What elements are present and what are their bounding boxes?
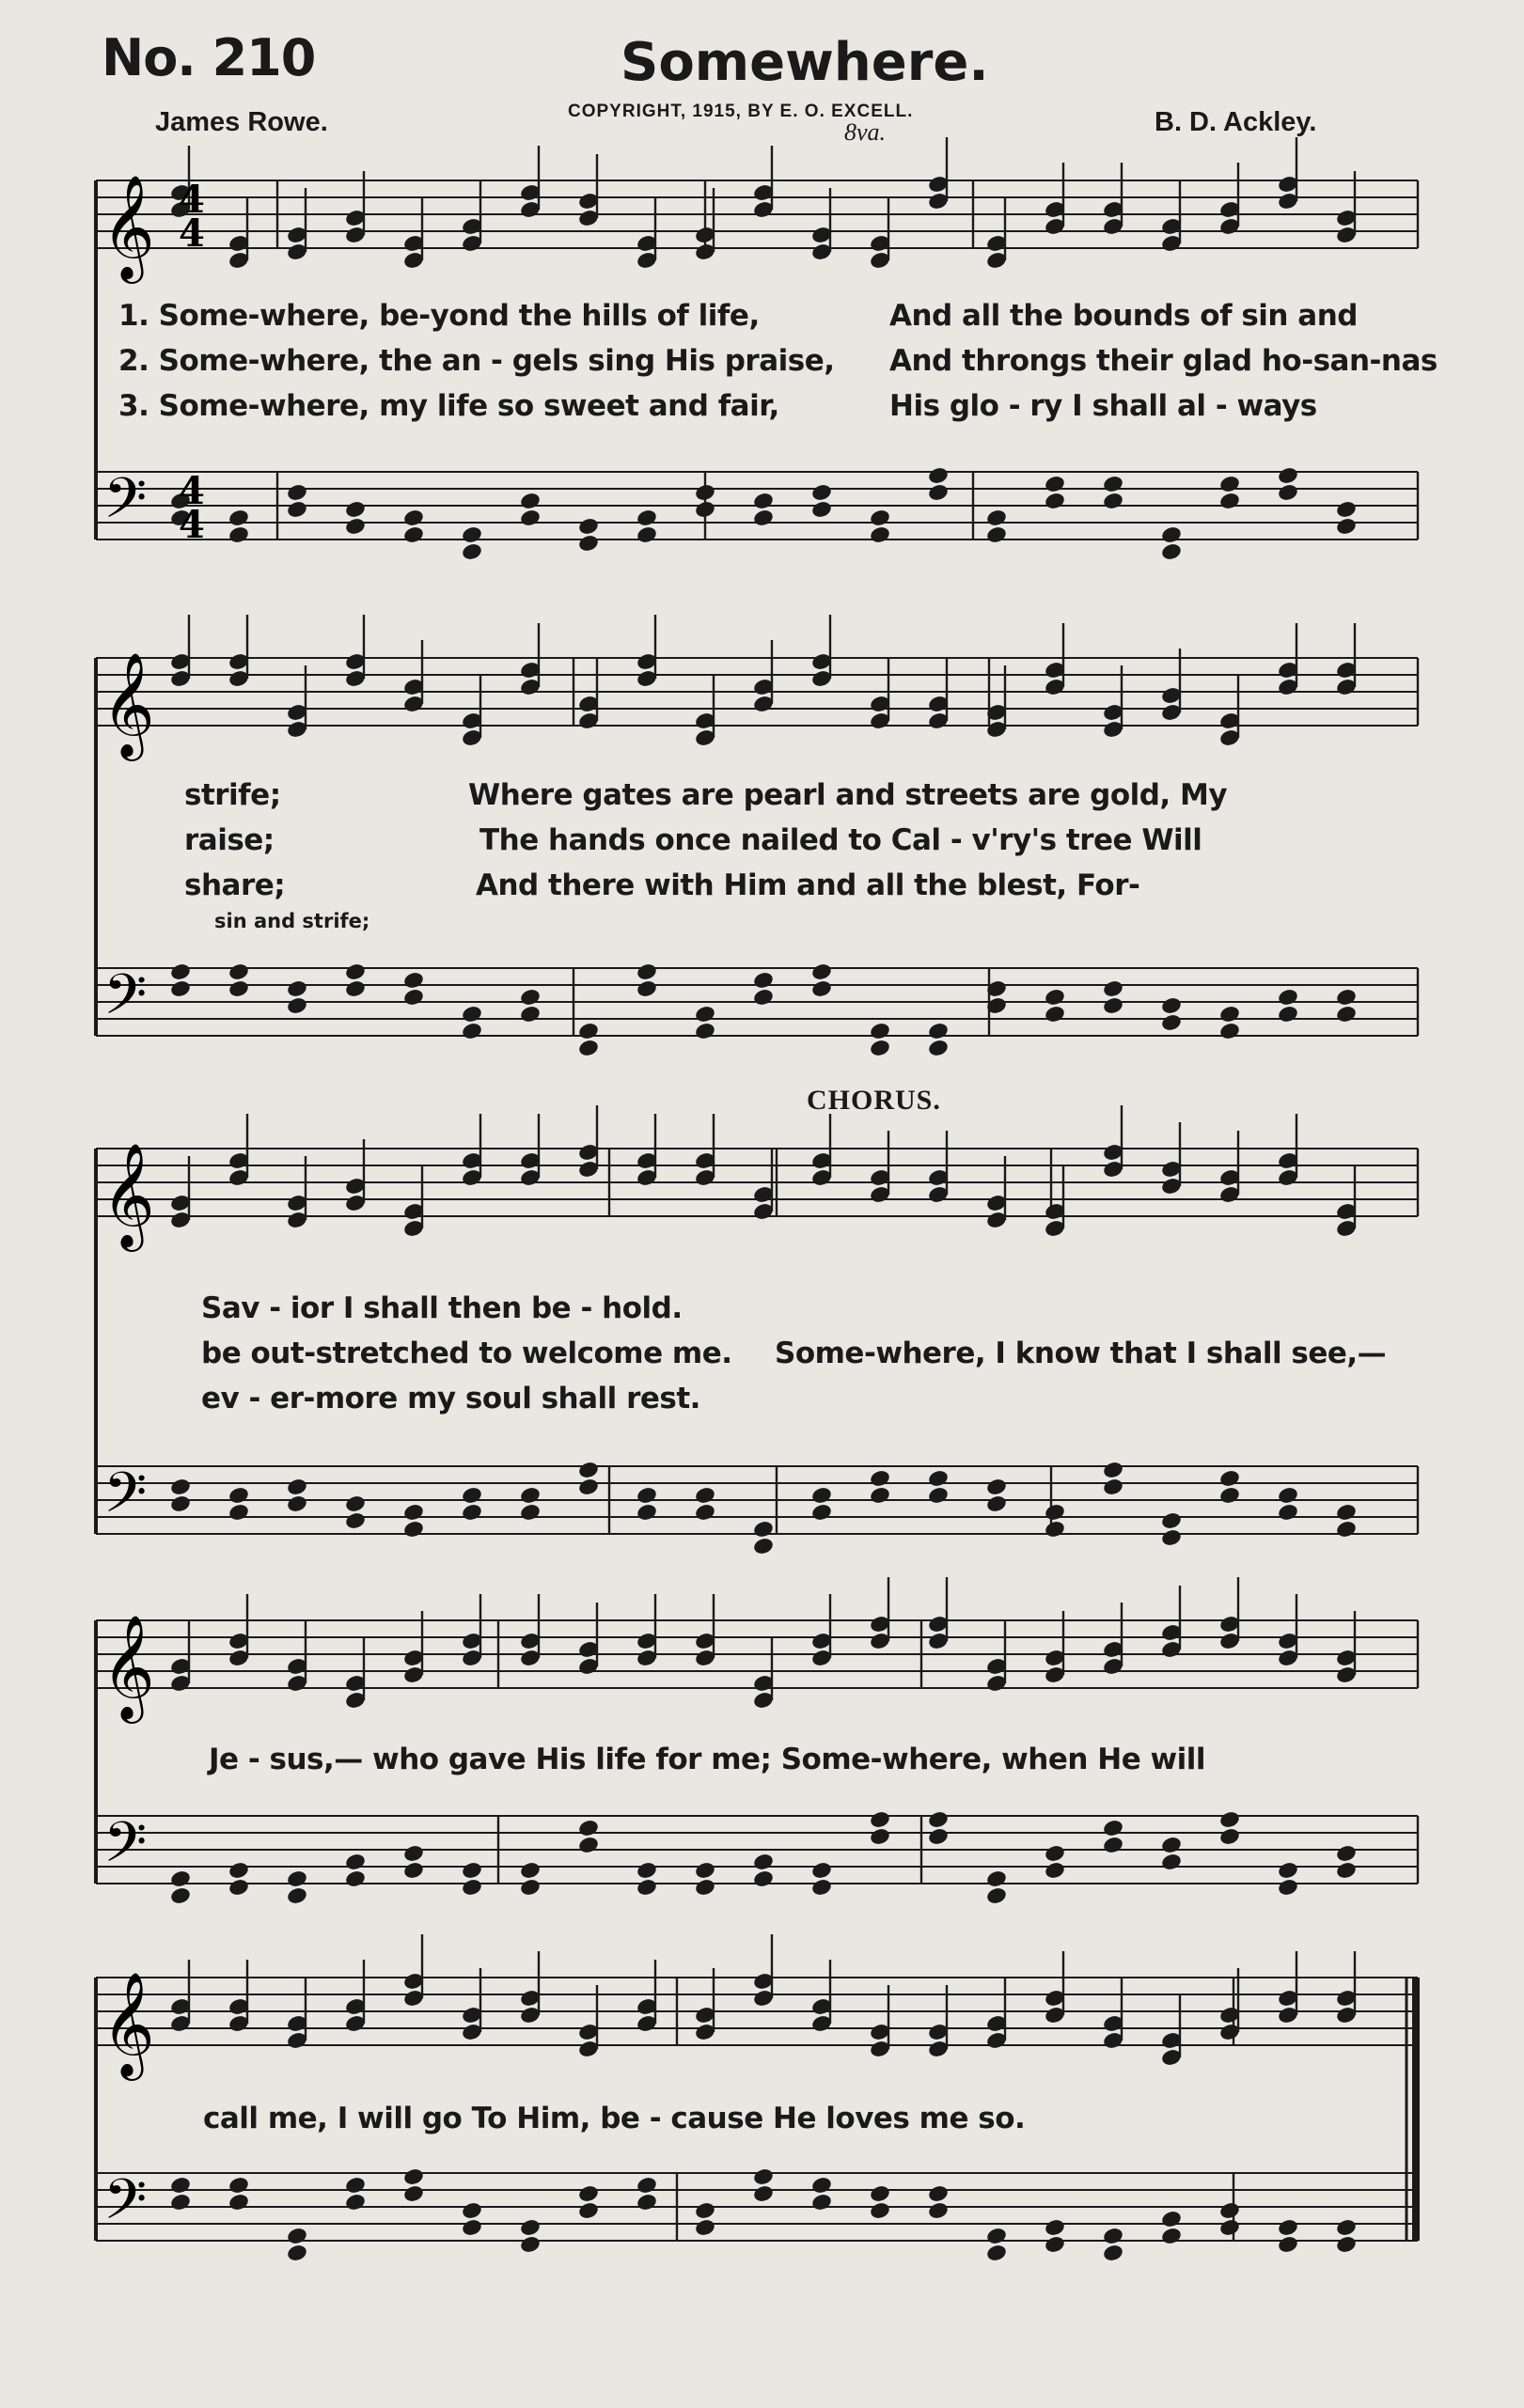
notehead <box>402 2184 425 2204</box>
notehead <box>810 979 833 999</box>
notehead <box>752 508 775 528</box>
verse1-line2a: strife; <box>184 778 281 812</box>
notehead <box>1335 1503 1358 1523</box>
notehead <box>461 1503 483 1523</box>
notehead <box>286 1886 308 1906</box>
notehead <box>1102 1819 1124 1838</box>
notehead <box>752 988 775 1008</box>
notehead <box>519 1878 542 1898</box>
notehead <box>1218 1469 1241 1489</box>
notehead <box>869 1469 891 1489</box>
notehead <box>1160 996 1183 1016</box>
verse1-line3: Sav - ior I shall then be - hold. <box>201 1291 683 1325</box>
notehead <box>286 1494 308 1514</box>
verse3-line2b: And there with Him and all the blest, For- <box>476 868 1140 902</box>
notehead <box>1160 525 1183 545</box>
notehead <box>1044 1503 1066 1523</box>
notehead <box>1277 466 1299 486</box>
verse2-line1a: 2. Some-where, the an - gels sing His praise, <box>118 344 835 378</box>
notehead <box>228 2193 250 2213</box>
notehead <box>402 525 425 545</box>
composer-credit: B. D. Ackley. <box>1155 107 1317 137</box>
copyright-notice: COPYRIGHT, 1915, BY E. O. EXCELL. <box>568 102 914 121</box>
bass-echo-words: sin and strife; <box>214 910 370 932</box>
notehead <box>402 1844 425 1864</box>
verse3-line1b: His glo - ry I shall al - ways <box>889 389 1317 423</box>
treble-clef-icon: 𝄞 <box>102 1971 155 2076</box>
notehead <box>1277 1503 1299 1523</box>
verse3-line2a: share; <box>184 868 286 902</box>
notehead <box>344 1853 367 1872</box>
notehead <box>461 2201 483 2221</box>
notehead <box>752 1520 775 1540</box>
hymn-title: Somewhere. <box>621 32 989 93</box>
bass-clef-icon: 𝄢 <box>103 465 148 544</box>
verse2-line1b: And throngs their glad ho-san-nas <box>889 344 1438 378</box>
hymn-number: No. 210 <box>102 28 316 87</box>
notehead <box>169 1869 192 1889</box>
notehead <box>636 1486 658 1506</box>
verse1-line1a: 1. Some-where, be-yond the hills of life, <box>118 299 760 333</box>
notehead <box>228 1861 250 1881</box>
notehead <box>636 1503 658 1523</box>
notehead <box>577 1039 600 1058</box>
notehead <box>1160 1528 1183 1548</box>
notehead <box>985 1886 1008 1906</box>
notehead <box>1335 1005 1358 1024</box>
notehead <box>752 1869 775 1889</box>
notehead <box>1218 492 1241 511</box>
notehead <box>694 1503 716 1523</box>
notehead <box>1160 1013 1183 1033</box>
notehead <box>1044 2218 1066 2238</box>
time-signature-digit: 4 <box>179 503 205 547</box>
time-signature-digit: 4 <box>179 469 205 513</box>
notehead <box>169 1886 192 1906</box>
notehead <box>1277 1861 1299 1881</box>
verse1-line1b: And all the bounds of sin and <box>889 299 1358 333</box>
notehead <box>344 2193 367 2213</box>
notehead <box>752 1537 775 1556</box>
notehead <box>461 2218 483 2238</box>
notehead <box>344 500 367 520</box>
notehead <box>1277 483 1299 503</box>
notehead <box>1218 1005 1241 1024</box>
notehead <box>461 1022 483 1041</box>
notehead <box>927 1022 950 1041</box>
notehead <box>636 979 658 999</box>
notehead <box>577 1022 600 1041</box>
notehead <box>927 1827 950 1847</box>
notehead <box>519 1503 542 1523</box>
notehead <box>1335 2218 1358 2238</box>
bass-clef-icon: 𝄢 <box>103 2166 148 2245</box>
notehead <box>169 962 192 982</box>
notehead <box>286 2227 308 2246</box>
notehead <box>694 1861 716 1881</box>
time-signature-digit: 4 <box>179 178 205 222</box>
treble-clef-icon: 𝄞 <box>102 174 155 279</box>
treble-clef-icon: 𝄞 <box>102 1142 155 1247</box>
notehead <box>519 1861 542 1881</box>
notehead <box>1277 2235 1299 2255</box>
notehead <box>1218 1022 1241 1041</box>
notehead <box>228 1486 250 1506</box>
bass-clef-icon: 𝄢 <box>103 1809 148 1888</box>
notehead <box>519 2218 542 2238</box>
notehead <box>1044 1844 1066 1864</box>
notehead <box>402 508 425 528</box>
notehead <box>1218 1486 1241 1506</box>
verse1-line2b: Where gates are pearl and streets are gold, My <box>468 778 1228 812</box>
notehead <box>869 2201 891 2221</box>
notehead <box>869 1039 891 1058</box>
notehead <box>1044 492 1066 511</box>
treble-clef-icon: 𝄞 <box>102 1614 155 1719</box>
notehead <box>286 1869 308 1889</box>
notehead <box>869 2184 891 2204</box>
notehead <box>927 2201 950 2221</box>
notehead <box>1160 542 1183 562</box>
notehead <box>344 1494 367 1514</box>
notehead <box>228 962 250 982</box>
notehead <box>927 1039 950 1058</box>
notehead <box>1277 988 1299 1008</box>
notehead <box>1335 517 1358 537</box>
notehead <box>519 508 542 528</box>
notehead <box>286 483 308 503</box>
notehead <box>461 542 483 562</box>
notehead <box>636 2193 658 2213</box>
notehead <box>694 1022 716 1041</box>
notehead <box>636 1861 658 1881</box>
notehead <box>169 2193 192 2213</box>
notehead <box>869 1486 891 1506</box>
notehead <box>1044 475 1066 494</box>
notehead <box>869 1022 891 1041</box>
notehead <box>169 1478 192 1497</box>
verse3-line3: ev - er-more my soul shall rest. <box>201 1382 700 1415</box>
notehead <box>461 1005 483 1024</box>
notehead <box>461 1878 483 1898</box>
notehead <box>636 962 658 982</box>
notehead <box>461 1861 483 1881</box>
notehead <box>810 2193 833 2213</box>
notehead <box>694 1486 716 1506</box>
notehead <box>869 1810 891 1830</box>
notehead <box>1102 1478 1124 1497</box>
notehead <box>810 1861 833 1881</box>
notehead <box>1102 996 1124 1016</box>
notehead <box>810 1878 833 1898</box>
notehead <box>577 1819 600 1838</box>
notehead <box>169 979 192 999</box>
chorus-line1: Some-where, I know that I shall see,— <box>775 1337 1387 1370</box>
notehead <box>985 1478 1008 1497</box>
notehead <box>169 2176 192 2196</box>
notehead <box>519 1005 542 1024</box>
notehead <box>1277 1878 1299 1898</box>
notehead <box>694 483 716 503</box>
notehead <box>810 2176 833 2196</box>
chorus-label: CHORUS. <box>807 1085 941 1116</box>
notehead <box>286 1478 308 1497</box>
notehead <box>694 2201 716 2221</box>
chorus-line2: Je - sus,— who gave His life for me; Some-where, when He will <box>209 1743 1206 1776</box>
notehead <box>344 962 367 982</box>
notehead <box>927 1469 950 1489</box>
notehead <box>344 2176 367 2196</box>
notehead <box>1102 1461 1124 1480</box>
notehead <box>519 2235 542 2255</box>
notehead <box>1044 1005 1066 1024</box>
notehead <box>927 1810 950 1830</box>
notehead <box>228 2176 250 2196</box>
lyricist-credit: James Rowe. <box>155 107 328 137</box>
notehead <box>1102 475 1124 494</box>
notehead <box>1335 1520 1358 1540</box>
notehead <box>1335 1861 1358 1881</box>
notehead <box>1218 1827 1241 1847</box>
notehead <box>869 525 891 545</box>
notehead <box>636 508 658 528</box>
notehead <box>694 1005 716 1024</box>
verse2-line2b: The hands once nailed to Cal - v'ry's tree Will <box>479 823 1202 857</box>
notehead <box>1335 988 1358 1008</box>
notehead <box>1218 2218 1241 2238</box>
verse2-line3a: be out-stretched to welcome me. <box>201 1337 732 1370</box>
notehead <box>1335 1844 1358 1864</box>
notehead <box>1102 492 1124 511</box>
notehead <box>636 2176 658 2196</box>
notehead <box>810 1503 833 1523</box>
notehead <box>1218 475 1241 494</box>
bass-clef-icon: 𝄢 <box>103 962 148 1040</box>
notehead <box>169 1494 192 1514</box>
notehead <box>228 1878 250 1898</box>
notehead <box>577 1836 600 1855</box>
notehead <box>1335 500 1358 520</box>
notehead <box>402 988 425 1008</box>
notehead <box>636 1878 658 1898</box>
notehead <box>577 2184 600 2204</box>
notehead <box>461 1486 483 1506</box>
notehead <box>927 1486 950 1506</box>
bass-clef-icon: 𝄢 <box>103 1460 148 1539</box>
notehead <box>1277 2218 1299 2238</box>
notehead <box>1102 1836 1124 1855</box>
notehead <box>402 1861 425 1881</box>
notehead <box>1102 2244 1124 2263</box>
notehead <box>344 1869 367 1889</box>
notehead <box>1044 988 1066 1008</box>
notehead <box>344 517 367 537</box>
treble-clef-icon: 𝄞 <box>102 651 155 757</box>
notehead <box>752 2167 775 2187</box>
notehead <box>1160 2227 1183 2246</box>
notehead <box>927 466 950 486</box>
notehead <box>1160 1511 1183 1531</box>
notehead <box>985 1869 1008 1889</box>
notehead <box>985 525 1008 545</box>
time-signature-digit: 4 <box>179 211 205 256</box>
notehead <box>1160 1836 1183 1855</box>
notehead <box>577 2201 600 2221</box>
notehead <box>1335 2235 1358 2255</box>
notehead <box>228 1503 250 1523</box>
notehead <box>1044 2235 1066 2255</box>
notehead <box>286 2244 308 2263</box>
notehead <box>1044 1520 1066 1540</box>
notehead <box>985 2227 1008 2246</box>
notehead <box>869 1827 891 1847</box>
notehead <box>810 1486 833 1506</box>
verse3-line1a: 3. Some-where, my life so sweet and fair, <box>118 389 779 423</box>
notehead <box>1277 1005 1299 1024</box>
notehead <box>810 483 833 503</box>
notehead <box>577 534 600 554</box>
notehead <box>344 1511 367 1531</box>
notehead <box>286 996 308 1016</box>
notehead <box>985 1494 1008 1514</box>
notehead <box>1160 2210 1183 2229</box>
notehead <box>1218 2201 1241 2221</box>
notehead <box>286 979 308 999</box>
notehead <box>402 971 425 991</box>
notehead <box>927 483 950 503</box>
notehead <box>752 2184 775 2204</box>
notehead <box>694 500 716 520</box>
notehead <box>1102 2227 1124 2246</box>
notehead <box>286 500 308 520</box>
notehead <box>1277 1486 1299 1506</box>
notehead <box>810 500 833 520</box>
notehead <box>927 2184 950 2204</box>
notehead <box>577 1478 600 1497</box>
chorus-line3: call me, I will go To Him, be - cause He loves me so. <box>203 2102 1026 2135</box>
notehead <box>402 2167 425 2187</box>
notehead <box>577 517 600 537</box>
notehead <box>402 1503 425 1523</box>
ottava-marking: 8va. <box>844 118 887 146</box>
notehead <box>402 1520 425 1540</box>
notehead <box>1160 1853 1183 1872</box>
notehead <box>752 1853 775 1872</box>
notehead <box>869 508 891 528</box>
notehead <box>1218 1810 1241 1830</box>
notehead <box>636 525 658 545</box>
notehead <box>810 962 833 982</box>
notehead <box>228 979 250 999</box>
notehead <box>985 2244 1008 2263</box>
notehead <box>519 492 542 511</box>
notehead <box>228 525 250 545</box>
notehead <box>577 1461 600 1480</box>
notehead <box>519 988 542 1008</box>
notehead <box>752 492 775 511</box>
notehead <box>519 1486 542 1506</box>
notehead <box>1102 979 1124 999</box>
notehead <box>752 971 775 991</box>
notehead <box>228 508 250 528</box>
notehead <box>461 525 483 545</box>
notehead <box>694 2218 716 2238</box>
notehead <box>985 508 1008 528</box>
notehead <box>344 979 367 999</box>
verse2-line2a: raise; <box>184 823 275 857</box>
notehead <box>694 1878 716 1898</box>
notehead <box>1044 1861 1066 1881</box>
